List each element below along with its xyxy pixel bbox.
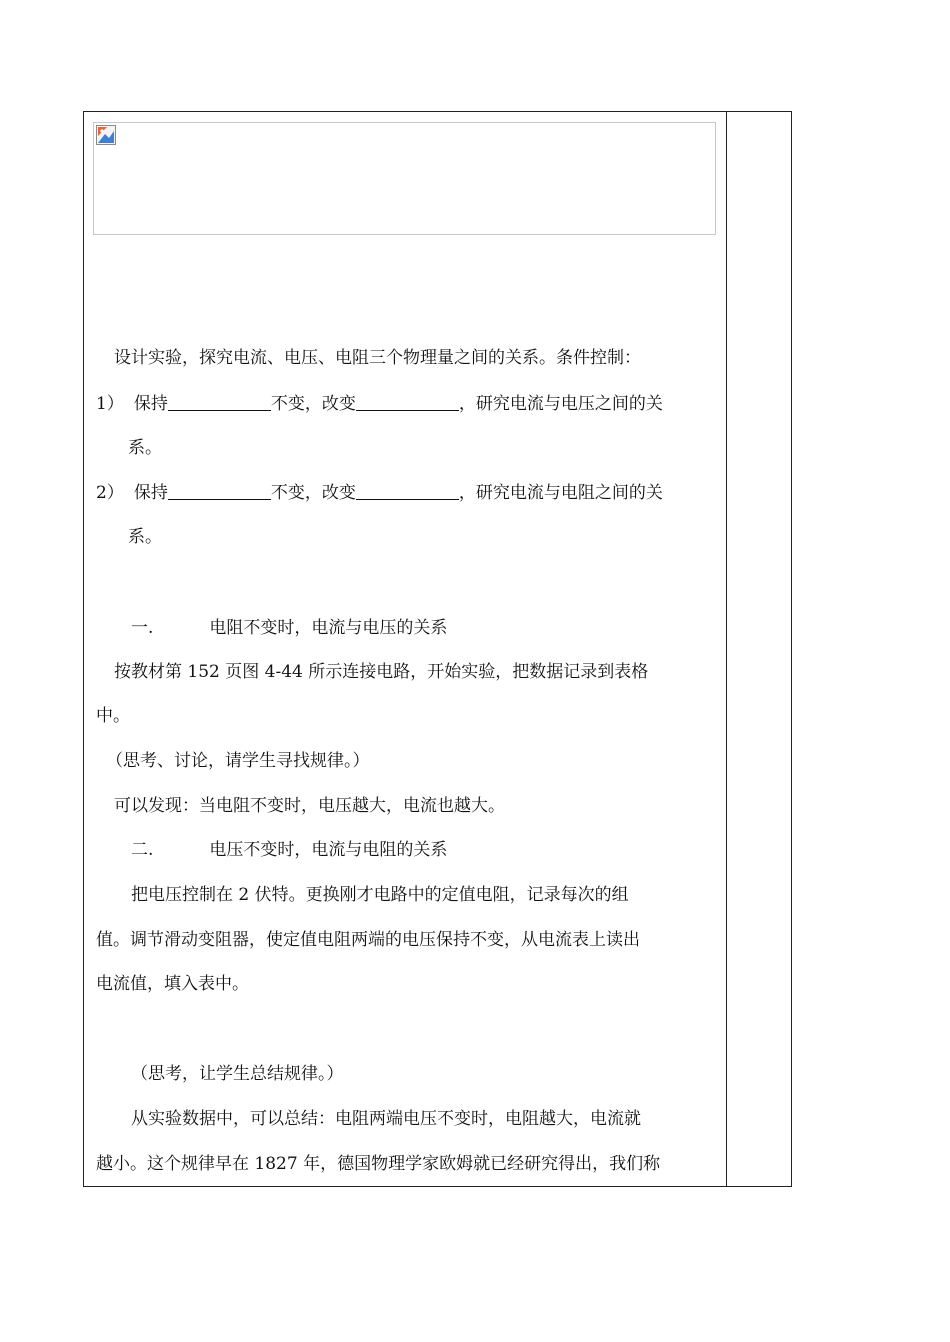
condition-2-study: ，研究电流与电阻之间的关 xyxy=(458,483,663,503)
column-divider xyxy=(726,111,727,1187)
condition-1 xyxy=(96,392,663,416)
condition-1-number: 1） xyxy=(96,394,124,414)
section-2-title: 电压不变时，电流与电阻的关系 xyxy=(209,840,448,860)
section-2-paragraph-1-line-3: 电流值，填入表中。 xyxy=(96,974,249,994)
image-placeholder xyxy=(93,122,716,235)
blank-field[interactable] xyxy=(356,481,459,500)
section-1-paragraph-1-continued: 中。 xyxy=(96,706,130,726)
condition-2-change: 不变，改变 xyxy=(270,483,356,503)
condition-1-keep: 保持 xyxy=(133,394,168,414)
section-2-paragraph-3-line-2: 越小。这个规律早在 1827 年，德国物理学家欧姆就已经研究得出，我们称 xyxy=(96,1154,661,1174)
section-1-paragraph-1: 按教材第 152 页图 4-44 所示连接电路，开始实验，把数据记录到表格 xyxy=(114,662,649,682)
section-2-paragraph-1-line-2: 值。调节滑动变阻器，使定值电阻两端的电压保持不变，从电流表上读出 xyxy=(96,930,640,950)
condition-2 xyxy=(96,481,663,505)
section-1-paragraph-3: 可以发现：当电阻不变时，电压越大，电流也越大。 xyxy=(114,796,505,816)
condition-1-continued: 系。 xyxy=(128,438,162,458)
blank-field[interactable] xyxy=(168,481,271,500)
condition-1-change: 不变，改变 xyxy=(270,394,356,414)
condition-2-number: 2） xyxy=(96,483,124,503)
section-1-number: 一. xyxy=(131,618,154,638)
blank-field[interactable] xyxy=(356,392,459,411)
section-1-title: 电阻不变时，电流与电压的关系 xyxy=(209,618,448,638)
intro-text: 设计实验，探究电流、电压、电阻三个物理量之间的关系。条件控制： xyxy=(114,348,641,368)
broken-image-icon xyxy=(96,125,116,145)
section-2-number: 二. xyxy=(131,840,154,860)
blank-field[interactable] xyxy=(168,392,271,411)
section-2-paragraph-2: （思考，让学生总结规律。） xyxy=(131,1064,344,1084)
section-2-heading xyxy=(131,838,447,862)
condition-2-continued: 系。 xyxy=(128,527,162,547)
section-1-heading xyxy=(131,616,447,640)
condition-2-keep: 保持 xyxy=(133,483,168,503)
table-frame xyxy=(83,111,792,1187)
condition-1-study: ，研究电流与电压之间的关 xyxy=(458,394,663,414)
section-2-paragraph-1: 把电压控制在 2 伏特。更换刚才电路中的定值电阻，记录每次的组 xyxy=(131,885,629,905)
section-1-paragraph-2: （思考、讨论，请学生寻找规律。） xyxy=(106,751,370,771)
section-2-paragraph-3: 从实验数据中，可以总结：电阻两端电压不变时，电阻越大，电流就 xyxy=(131,1109,641,1129)
